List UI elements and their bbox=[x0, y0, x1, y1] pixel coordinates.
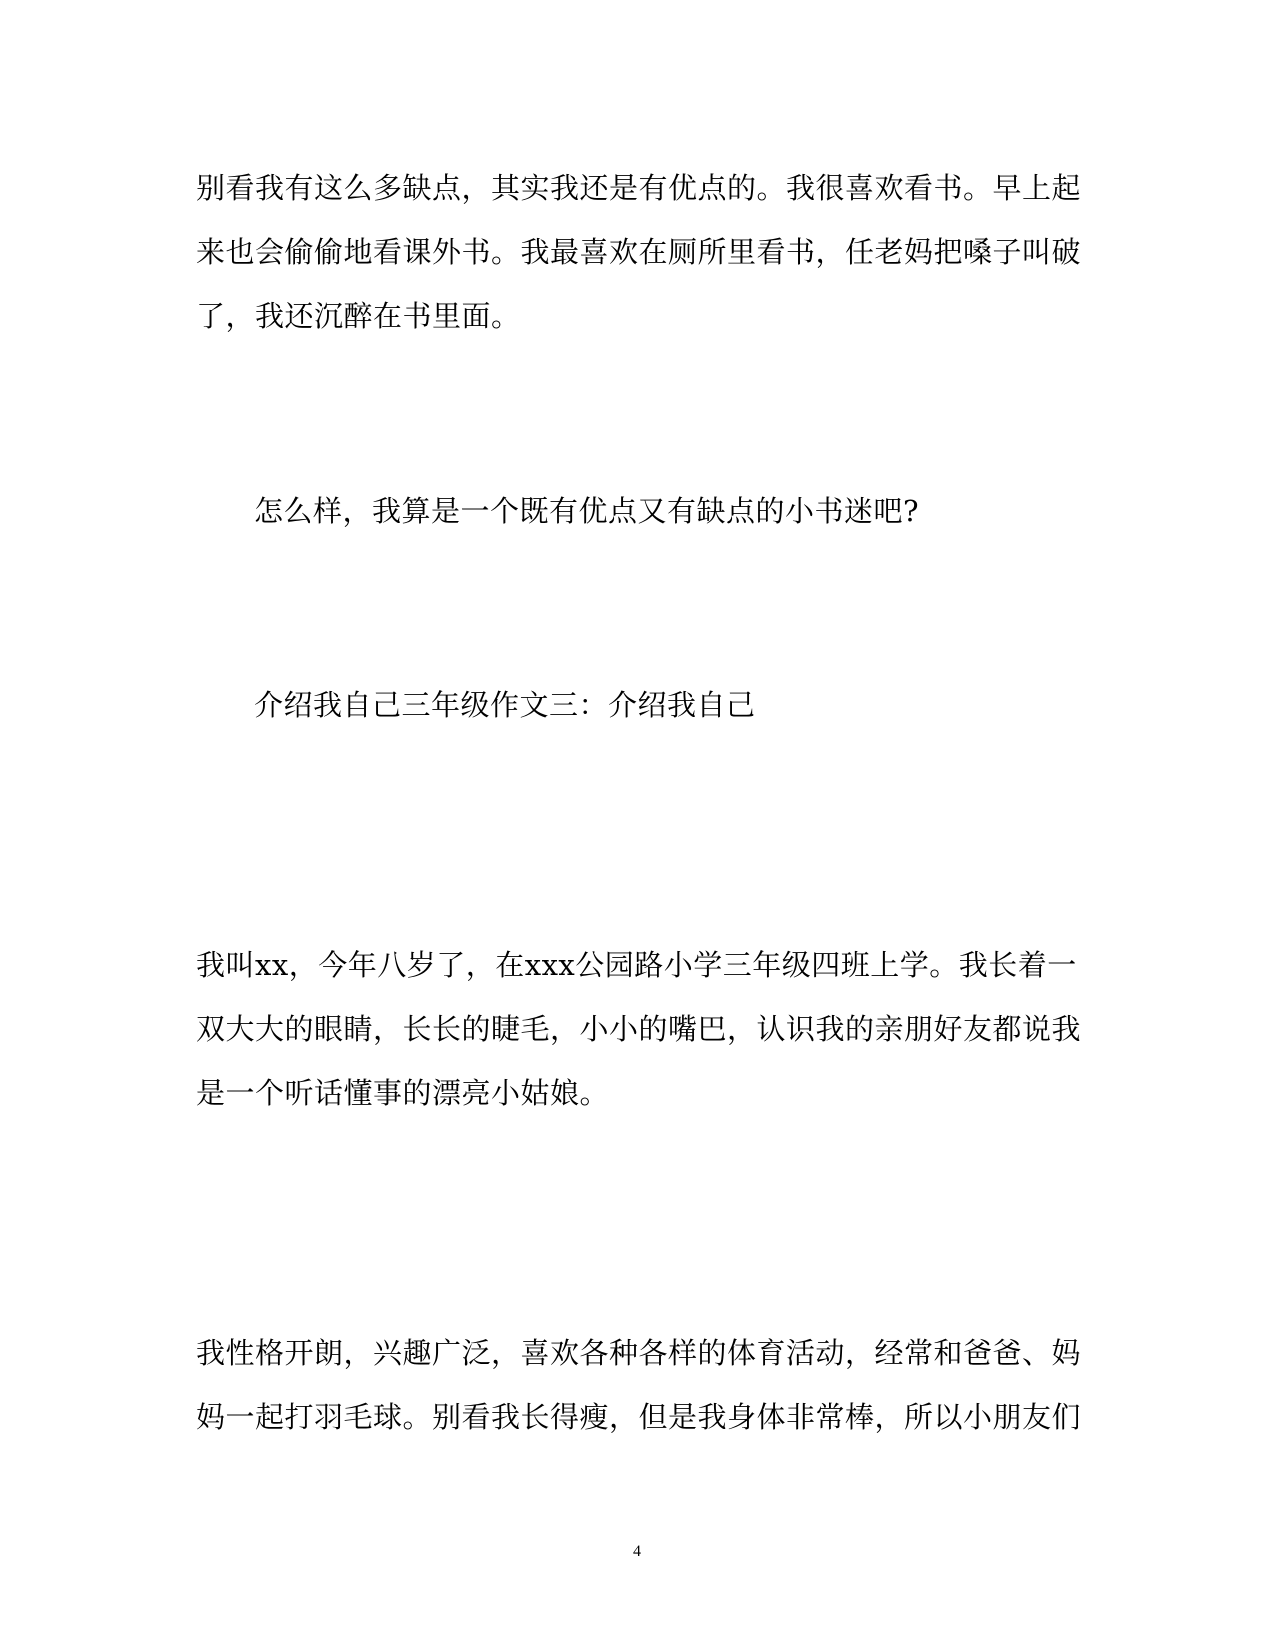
paragraph-2-line-1: 怎么样，我算是一个既有优点又有缺点的小书迷吧? bbox=[254, 494, 920, 528]
paragraph-4-line-1: 我叫xx，今年八岁了，在xxx公园路小学三年级四班上学。我长着一 bbox=[196, 948, 1077, 982]
paragraph-4-line-3: 是一个听话懂事的漂亮小姑娘。 bbox=[196, 1076, 610, 1110]
section-heading: 介绍我自己三年级作文三：介绍我自己 bbox=[254, 688, 756, 722]
paragraph-1-line-3: 了，我还沉醉在书里面。 bbox=[196, 299, 521, 333]
page-number: 4 bbox=[633, 1543, 641, 1560]
paragraph-5-line-1: 我性格开朗，兴趣广泛，喜欢各种各样的体育活动，经常和爸爸、妈 bbox=[196, 1336, 1082, 1370]
paragraph-1-line-2: 来也会偷偷地看课外书。我最喜欢在厕所里看书，任老妈把嗓子叫破 bbox=[196, 235, 1082, 269]
paragraph-5-line-2: 妈一起打羽毛球。别看我长得瘦，但是我身体非常棒，所以小朋友们 bbox=[196, 1400, 1082, 1434]
paragraph-4-line-2: 双大大的眼睛，长长的睫毛，小小的嘴巴，认识我的亲朋好友都说我 bbox=[196, 1012, 1082, 1046]
paragraph-1-line-1: 别看我有这么多缺点，其实我还是有优点的。我很喜欢看书。早上起 bbox=[196, 171, 1082, 205]
